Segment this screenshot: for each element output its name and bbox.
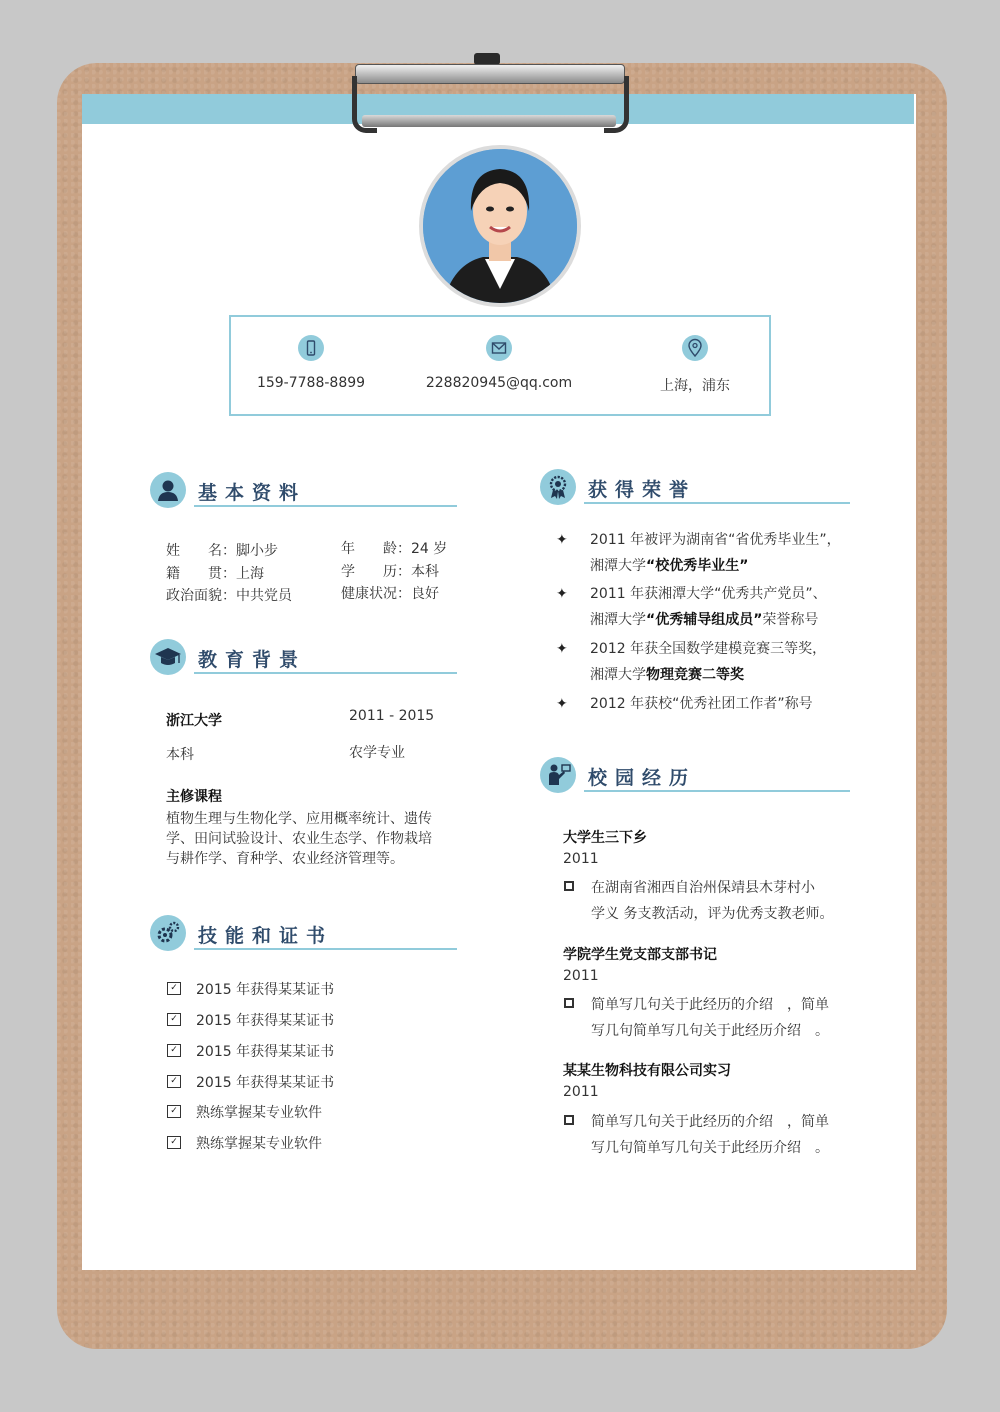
campus-item-title: 大学生三下乡 <box>563 830 647 846</box>
section-divider <box>584 502 850 504</box>
courses-text <box>166 809 456 869</box>
section-divider <box>194 672 457 674</box>
age-value: 24 岁 <box>411 541 448 557</box>
location-text: 上海，浦东 <box>660 378 730 394</box>
campus-item-year: 2011 <box>563 968 599 984</box>
campus-item-year: 2011 <box>563 1084 599 1100</box>
campus-desc-line: 简单写几句关于此经历的介绍 ，简单 <box>591 1114 829 1130</box>
health-value: 良好 <box>411 586 439 602</box>
name-label: 姓 名： <box>166 543 236 559</box>
clip-base <box>362 115 616 127</box>
campus-item-title: 学院学生党支部支部书记 <box>563 947 717 963</box>
origin-value: 上海 <box>236 566 264 582</box>
honor-highlight: “校优秀毕业生” <box>646 558 749 574</box>
courses-title: 主修课程 <box>166 789 222 805</box>
origin-row <box>166 563 264 583</box>
name-value: 脚小步 <box>236 543 278 559</box>
campus-desc-line: 学义 务支教活动，评为优秀支教老师。 <box>591 906 834 922</box>
star-icon: ✦ <box>556 532 568 548</box>
section-divider <box>194 948 457 950</box>
section-title: 基本资料 <box>198 482 307 504</box>
campus-desc-line: 写几句简单写几句关于此经历介绍 。 <box>591 1023 829 1039</box>
campus-item-desc <box>591 875 833 927</box>
section-title: 技能和证书 <box>198 925 334 947</box>
honor-text: 湘潭大学 <box>590 667 646 683</box>
presenter-icon <box>540 757 576 793</box>
section-divider <box>194 505 457 507</box>
school-name: 浙江大学 <box>166 713 222 729</box>
square-bullet-icon <box>564 998 574 1008</box>
honor-highlight: 物理竞赛二等奖 <box>646 667 744 683</box>
honor-highlight: “优秀辅导组成员” <box>646 612 763 628</box>
honor-line <box>590 607 855 633</box>
campus-item-title: 某某生物科技有限公司实习 <box>563 1063 731 1079</box>
checkbox-icon: ✓ <box>167 1013 181 1026</box>
edu-label: 学 历： <box>341 564 411 580</box>
skill-item: 熟练掌握某专业软件 <box>196 1105 322 1121</box>
politics-label: 政治面貌： <box>166 588 236 604</box>
contact-box <box>229 315 771 416</box>
section-honors <box>540 469 850 509</box>
graduation-cap-icon <box>150 639 186 675</box>
user-icon <box>150 472 186 508</box>
skill-item: 2015 年获得某某证书 <box>196 1075 335 1091</box>
courses-line: 与耕作学、育种学、农业经济管理等。 <box>166 851 404 867</box>
skill-item: 2015 年获得某某证书 <box>196 982 335 998</box>
honor-line: 2011 年被评为湖南省“省优秀毕业生”， <box>590 532 841 548</box>
campus-item-year: 2011 <box>563 851 599 867</box>
section-title: 获得荣誉 <box>588 479 697 501</box>
section-title: 校园经历 <box>588 767 697 789</box>
campus-desc-line: 写几句简单写几句关于此经历介绍 。 <box>591 1140 829 1156</box>
checkbox-icon: ✓ <box>167 1105 181 1118</box>
checkbox-icon: ✓ <box>167 1136 181 1149</box>
courses-line: 学、田问试验设计、农业生态学、作物栽培 <box>166 831 432 847</box>
skill-item: 熟练掌握某专业软件 <box>196 1136 322 1152</box>
major: 农学专业 <box>349 745 405 761</box>
email-text[interactable]: 228820945@qq.com <box>425 375 573 391</box>
section-title: 教育背景 <box>198 649 307 671</box>
origin-label: 籍 贯： <box>166 566 236 582</box>
section-education <box>150 639 460 679</box>
honor-line <box>590 662 855 688</box>
honor-line <box>590 553 855 579</box>
checkbox-icon: ✓ <box>167 1075 181 1088</box>
skill-item: 2015 年获得某某证书 <box>196 1013 335 1029</box>
star-icon: ✦ <box>556 696 568 712</box>
honor-line: 2012 年获全国数学建模竞赛三等奖， <box>590 641 827 657</box>
section-basic <box>150 472 460 512</box>
edu-row <box>341 561 439 581</box>
contact-phone <box>231 335 391 391</box>
contact-email <box>419 335 579 391</box>
honor-line: 2012 年获校“优秀社团工作者”称号 <box>590 696 813 712</box>
clip-bar <box>355 64 625 84</box>
star-icon: ✦ <box>556 641 568 657</box>
location-icon <box>682 335 708 361</box>
politics-value: 中共党员 <box>236 588 292 604</box>
age-row <box>341 538 447 558</box>
honor-text: 湘潭大学 <box>590 612 646 628</box>
age-label: 年 龄： <box>341 541 411 557</box>
contact-location <box>615 335 775 395</box>
section-campus <box>540 757 850 797</box>
campus-item-desc <box>591 1109 829 1161</box>
mail-icon <box>486 335 512 361</box>
health-row <box>341 583 439 603</box>
campus-item-desc <box>591 992 829 1044</box>
phone-text[interactable]: 159-7788-8899 <box>256 375 366 391</box>
checkbox-icon: ✓ <box>167 1044 181 1057</box>
honor-text: 湘潭大学 <box>590 558 646 574</box>
checkbox-icon: ✓ <box>167 982 181 995</box>
section-skills <box>150 915 460 955</box>
section-divider <box>584 790 850 792</box>
politics-row <box>166 585 292 605</box>
campus-desc-line: 在湖南省湘西自治州保靖县木芽村小 <box>591 880 815 896</box>
star-icon: ✦ <box>556 586 568 602</box>
health-label: 健康状况： <box>341 586 411 602</box>
edu-value: 本科 <box>411 564 439 580</box>
degree: 本科 <box>166 747 194 763</box>
courses-line: 植物生理与生物化学、应用概率统计、遗传 <box>166 811 432 827</box>
square-bullet-icon <box>564 881 574 891</box>
square-bullet-icon <box>564 1115 574 1125</box>
award-icon <box>540 469 576 505</box>
honor-line: 2011 年获湘潭大学“优秀共产党员”、 <box>590 586 827 602</box>
honor-text: 荣誉称号 <box>762 612 819 628</box>
name-row <box>166 540 278 560</box>
skill-item: 2015 年获得某某证书 <box>196 1044 335 1060</box>
phone-icon <box>298 335 324 361</box>
campus-desc-line: 简单写几句关于此经历的介绍 ，简单 <box>591 997 829 1013</box>
avatar <box>419 145 581 307</box>
gears-icon <box>150 915 186 951</box>
education-years: 2011 - 2015 <box>349 708 435 724</box>
